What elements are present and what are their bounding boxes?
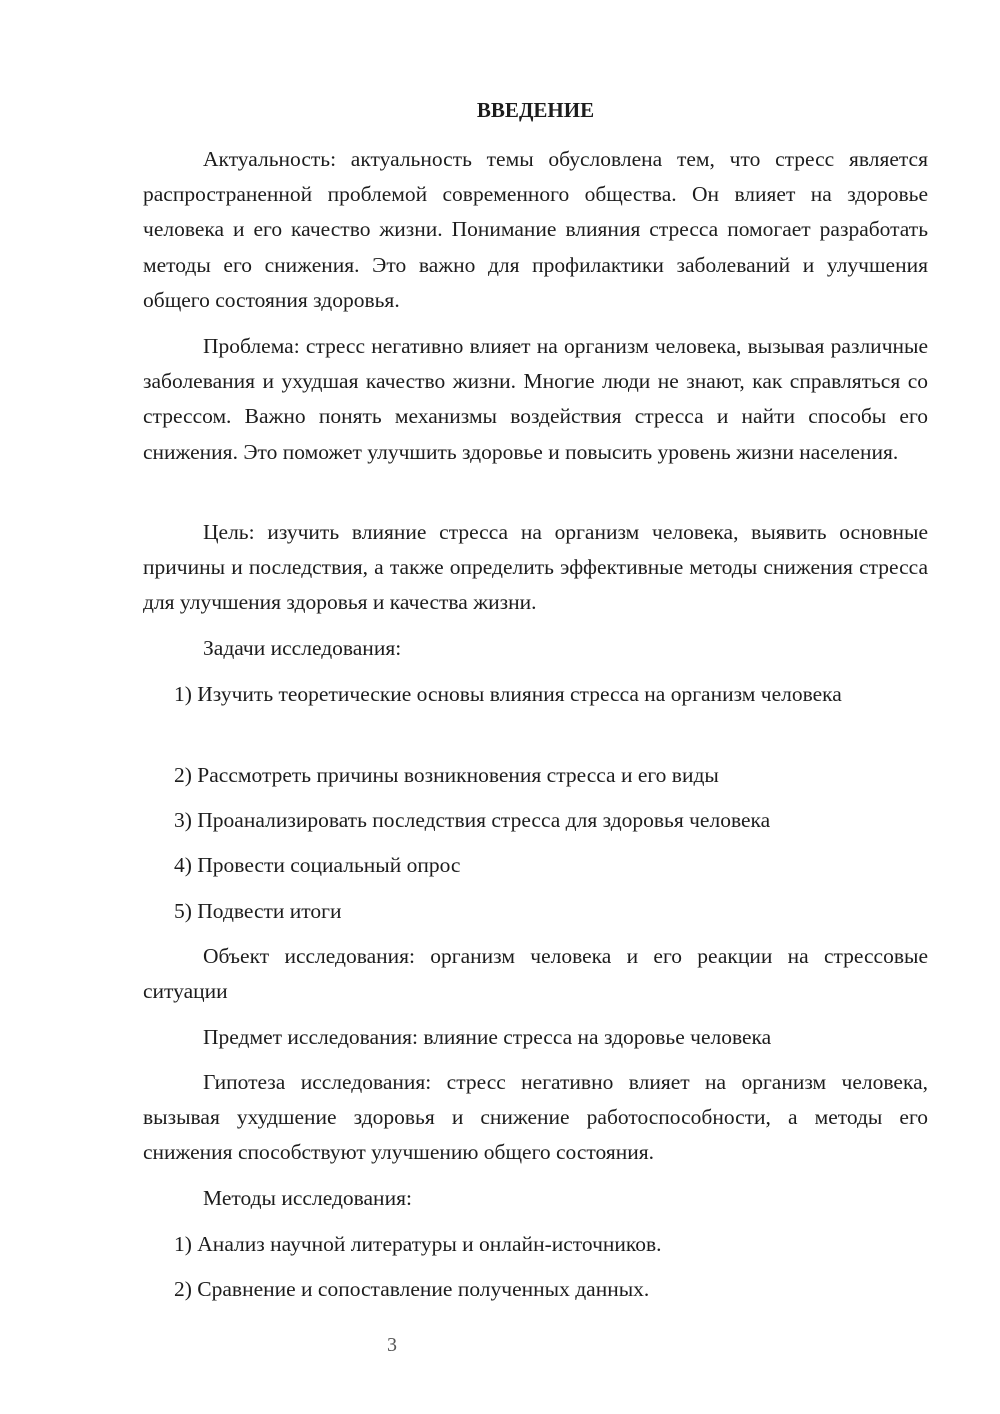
- task-item-5: 5) Подвести итоги: [174, 899, 342, 923]
- relevance-paragraph: Актуальность: актуальность темы обусловлена тем, что стресс является распространенной проблемой современного общества. Он влияет на здоровье человека и его качество жизни. Понимание влияния стресса помогает разработать методы его снижения. Это важно для профилактики заболеваний и улучшения общего состояния здоровья.: [143, 147, 928, 312]
- method-item-1: 1) Анализ научной литературы и онлайн-источников.: [174, 1232, 662, 1256]
- methods-heading: Методы исследования:: [203, 1186, 412, 1210]
- section-title: ВВЕДЕНИЕ: [476, 98, 595, 122]
- task-item-3: 3) Проанализировать последствия стресса для здоровья человека: [174, 808, 771, 832]
- tasks-heading: Задачи исследования:: [203, 636, 402, 660]
- goal-paragraph: Цель: изучить влияние стресса на организм человека, выявить основные причины и последствия, а также определить эффективные методы снижения стресса для улучшения здоровья и качества жизни.: [143, 520, 928, 615]
- method-item-2: 2) Сравнение и сопоставление полученных данных.: [174, 1277, 650, 1301]
- document-page: [143, 0, 928, 1414]
- problem-paragraph: Проблема: стресс негативно влияет на организм человека, вызывая различные заболевания и ухудшая качество жизни. Многие люди не знают, как справляться со стрессом. Важно понять механизмы воздействия стресса и найти способы его снижения. Это поможет улучшить здоровье и повысить уровень жизни населения.: [143, 334, 928, 464]
- hypothesis-paragraph: Гипотеза исследования: стресс негативно влияет на организм человека, вызывая ухудшение здоровья и снижение работоспособности, а методы его снижения способствуют улучшению общего состояния.: [143, 1070, 928, 1165]
- task-item-4: 4) Провести социальный опрос: [174, 853, 461, 877]
- page-number: 3: [387, 1334, 397, 1356]
- task-item-1: 1) Изучить теоретические основы влияния стресса на организм человека: [174, 682, 842, 706]
- subject-paragraph: Предмет исследования: влияние стресса на здоровье человека: [203, 1025, 772, 1049]
- object-paragraph: Объект исследования: организм человека и его реакции на стрессовые ситуации: [143, 944, 928, 1004]
- task-item-2: 2) Рассмотреть причины возникновения стресса и его виды: [174, 763, 719, 787]
